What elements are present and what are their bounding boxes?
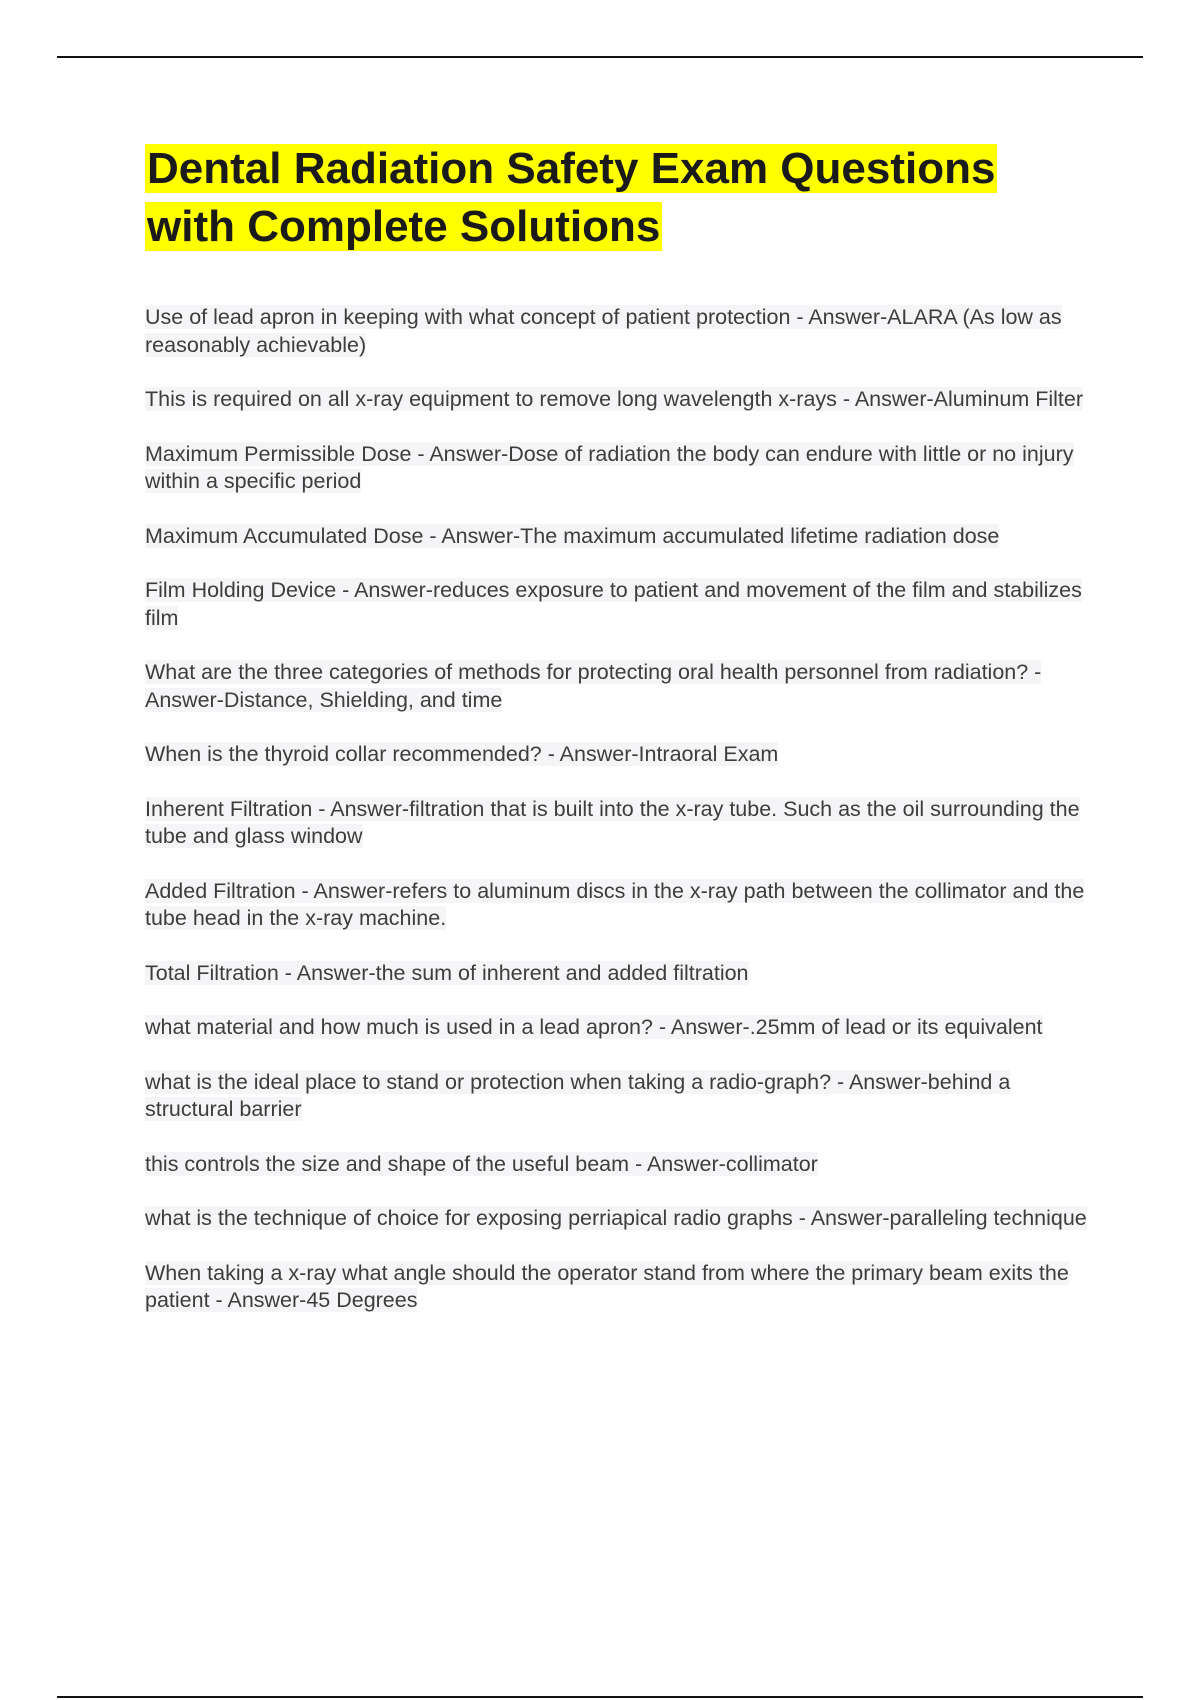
- qa-text: This is required on all x-ray equipment to remove long wavelength x-rays - Answer-Aluminum Filter: [145, 387, 1084, 411]
- bottom-rule: [57, 1696, 1143, 1698]
- qa-text: When taking a x-ray what angle should the operator stand from where the primary beam exits the patient - Answer-45 Degrees: [145, 1260, 1069, 1312]
- qa-text: what is the ideal place to stand or protection when taking a radio-graph? - Answer-behind a structural barrier: [145, 1069, 1011, 1121]
- qa-text: what material and how much is used in a lead apron? - Answer-.25mm of lead or its equivalent: [145, 1015, 1043, 1039]
- qa-list: [145, 304, 1095, 1342]
- qa-item: [145, 960, 1095, 988]
- qa-item: [145, 304, 1095, 359]
- qa-text: Film Holding Device - Answer-reduces exposure to patient and movement of the film and stabilizes film: [145, 578, 1082, 630]
- document-title: [145, 140, 1105, 256]
- qa-item: [145, 577, 1095, 632]
- qa-item: [145, 523, 1095, 551]
- qa-item: [145, 1260, 1095, 1315]
- qa-text: Maximum Permissible Dose - Answer-Dose of radiation the body can endure with little or no injury within a specific period: [145, 441, 1074, 493]
- qa-item: [145, 741, 1095, 769]
- qa-text: what is the technique of choice for exposing perriapical radio graphs - Answer-paralleling technique: [145, 1206, 1087, 1230]
- qa-item: [145, 659, 1095, 714]
- qa-text: Use of lead apron in keeping with what concept of patient protection - Answer-ALARA (As low as reasonably achievable): [145, 305, 1062, 357]
- qa-text: What are the three categories of methods for protecting oral health personnel from radiation? - Answer-Distance, Shielding, and time: [145, 660, 1042, 712]
- qa-item: [145, 1205, 1095, 1233]
- qa-text: Inherent Filtration - Answer-filtration that is built into the x-ray tube. Such as the oil surrounding the tube and glass window: [145, 796, 1080, 848]
- qa-text: this controls the size and shape of the useful beam - Answer-collimator: [145, 1151, 818, 1176]
- qa-item: [145, 1014, 1095, 1042]
- qa-text: When is the thyroid collar recommended? - Answer-Intraoral Exam: [145, 742, 779, 766]
- qa-item: [145, 386, 1095, 414]
- qa-item: [145, 1151, 1095, 1179]
- qa-text: Added Filtration - Answer-refers to aluminum discs in the x-ray path between the collimator and the tube head in the x-ray machine.: [145, 878, 1085, 930]
- top-rule: [57, 56, 1143, 58]
- qa-item: [145, 1069, 1095, 1124]
- title-line-1: Dental Radiation Safety Exam Questions: [147, 144, 996, 193]
- qa-text: Total Filtration - Answer-the sum of inherent and added filtration: [145, 960, 749, 985]
- title-line-2: with Complete Solutions: [147, 202, 661, 251]
- qa-item: [145, 878, 1095, 933]
- qa-item: [145, 796, 1095, 851]
- qa-text: Maximum Accumulated Dose - Answer-The maximum accumulated lifetime radiation dose: [145, 523, 1000, 548]
- qa-item: [145, 441, 1095, 496]
